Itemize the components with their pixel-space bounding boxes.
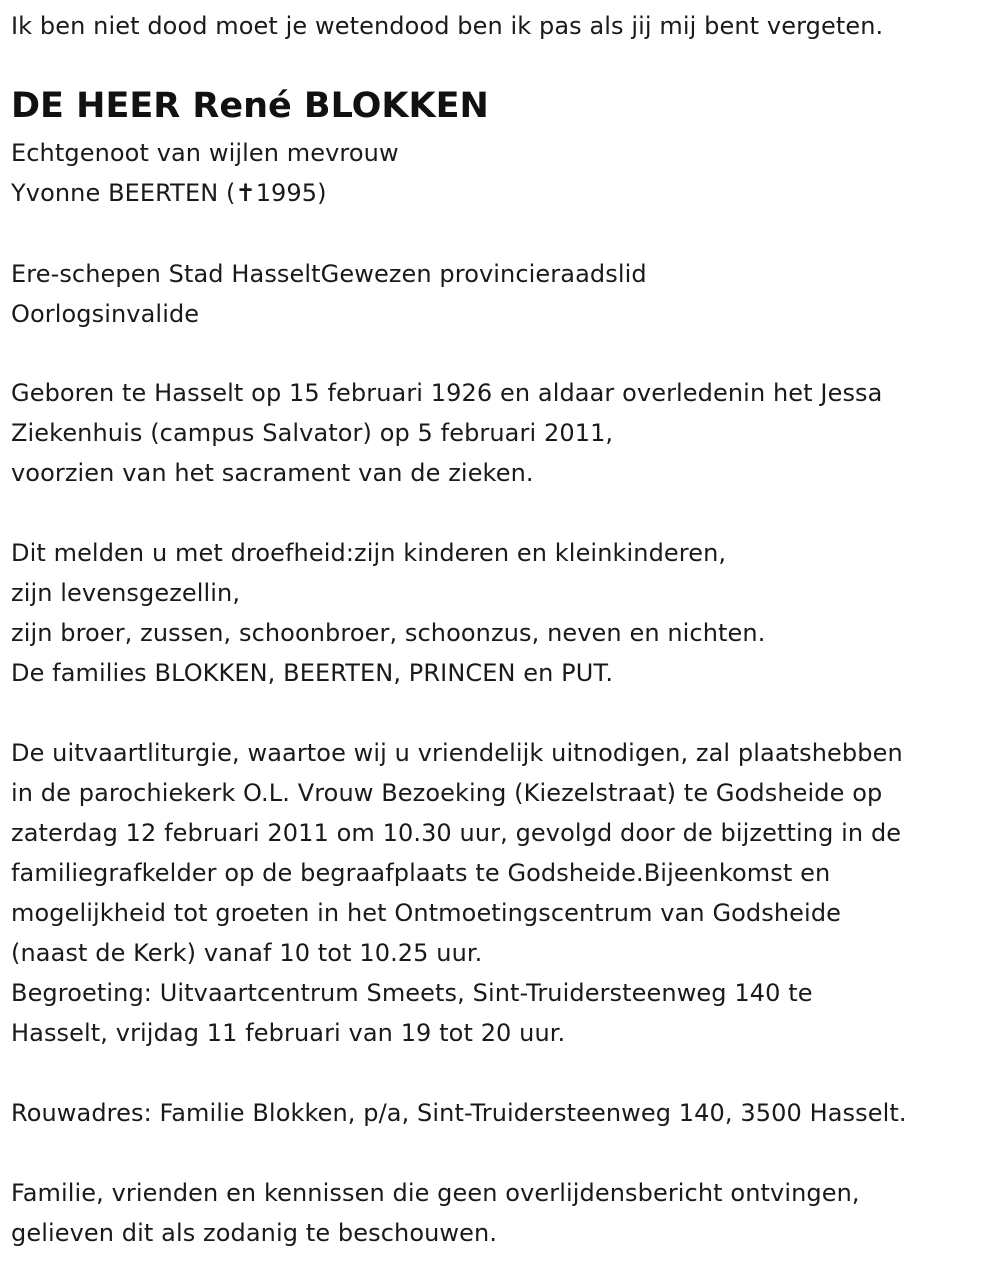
- closing-line: Familie, vrienden en kennissen die geen overlijdensbericht ontvingen,: [11, 1179, 860, 1207]
- motto-quote: Ik ben niet dood moet je wetendood ben ik pas als jij mij bent vergeten.: [11, 12, 884, 40]
- funeral-line: Begroeting: Uitvaartcentrum Smeets, Sint-Truidersteenweg 140 te: [11, 979, 813, 1007]
- birth-death-line: voorzien van het sacrament van de zieken.: [11, 459, 534, 487]
- birth-death-block: [11, 373, 882, 493]
- family-line: zijn broer, zussen, schoonbroer, schoonzus, neven en nichten.: [11, 619, 766, 647]
- family-line: Dit melden u met droefheid:zijn kinderen en kleinkinderen,: [11, 539, 727, 567]
- funeral-line: (naast de Kerk) vanaf 10 tot 10.25 uur.: [11, 939, 483, 967]
- family-block: [11, 533, 765, 693]
- address-block: [11, 1093, 907, 1133]
- cross-icon: ✝: [235, 179, 256, 207]
- closing-line: gelieven dit als zodanig te beschouwen.: [11, 1219, 498, 1247]
- title-line: Ere-schepen Stad HasseltGewezen provincieraadslid: [11, 260, 647, 288]
- spouse-death-year: 1995): [255, 179, 327, 207]
- funeral-line: Hasselt, vrijdag 11 februari van 19 tot 20 uur.: [11, 1019, 566, 1047]
- birth-death-line: Ziekenhuis (campus Salvator) op 5 februari 2011,: [11, 419, 614, 447]
- funeral-line: mogelijkheid tot groeten in het Ontmoetingscentrum van Godsheide: [11, 899, 842, 927]
- family-line: zijn levensgezellin,: [11, 579, 241, 607]
- birth-death-line: Geboren te Hasselt op 15 februari 1926 en aldaar overledenin het Jessa: [11, 379, 883, 407]
- funeral-line: De uitvaartliturgie, waartoe wij u vriendelijk uitnodigen, zal plaatshebben: [11, 739, 903, 767]
- spouse-name-line: [11, 173, 399, 213]
- closing-block: [11, 1173, 860, 1253]
- funeral-line: zaterdag 12 februari 2011 om 10.30 uur, gevolgd door de bijzetting in de: [11, 819, 902, 847]
- titles-block: [11, 254, 647, 334]
- spouse-name: Yvonne BEERTEN (: [11, 179, 236, 207]
- spouse-block: [11, 133, 399, 213]
- spouse-line: Echtgenoot van wijlen mevrouw: [11, 139, 399, 167]
- deceased-name: DE HEER René BLOKKEN: [11, 86, 489, 126]
- funeral-line: familiegrafkelder op de begraafplaats te Godsheide.Bijeenkomst en: [11, 859, 831, 887]
- family-line: De families BLOKKEN, BEERTEN, PRINCEN en PUT.: [11, 659, 614, 687]
- funeral-block: [11, 733, 903, 1053]
- funeral-line: in de parochiekerk O.L. Vrouw Bezoeking (Kiezelstraat) te Godsheide op: [11, 779, 883, 807]
- title-line: Oorlogsinvalide: [11, 300, 200, 328]
- mourning-address: Rouwadres: Familie Blokken, p/a, Sint-Truidersteenweg 140, 3500 Hasselt.: [11, 1099, 907, 1127]
